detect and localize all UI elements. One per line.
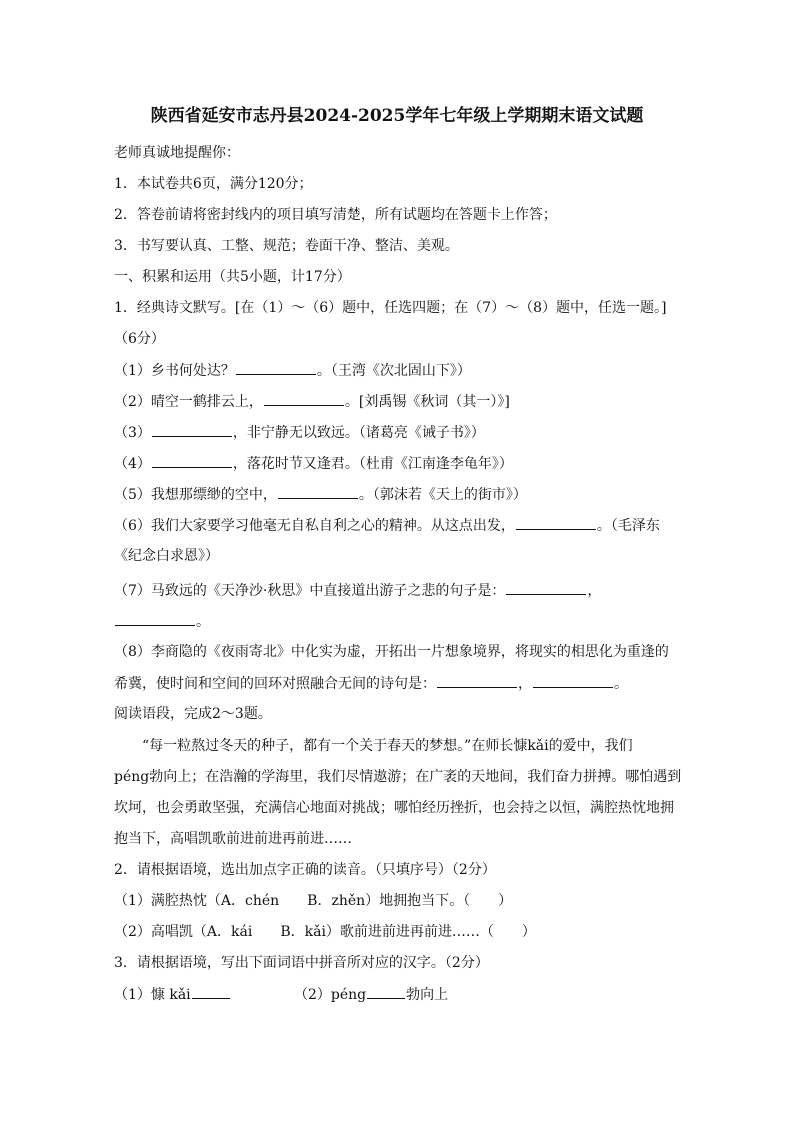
reminder-item-3: 3．书写要认真、工整、规范；卷面干净、整洁、美观。: [114, 238, 459, 254]
answer-blank: [236, 360, 316, 375]
reminder-item-1: 1．本试卷共6页，满分120分；: [114, 176, 313, 192]
answer-blank: [192, 984, 230, 999]
reminder-intro: 老师真诚地提醒你：: [114, 145, 240, 161]
answer-blank: [152, 422, 232, 437]
q2-option-2: （2）高唱凯（A．kái B．kǎi）歌前进前进再前进……（ ）: [114, 924, 536, 940]
answer-blank: [152, 453, 232, 468]
answer-blank: [506, 580, 586, 595]
passage-line-4: 抱当下，高唱凯歌前进前进再前进……: [114, 831, 352, 847]
q1-sub-8: （8）李商隐的《夜雨寄北》中化实为虚，开拓出一片想象境界，将现实的相思化为重逢的: [114, 644, 669, 660]
q3-item-1: （1）慷 kǎi: [114, 984, 231, 1005]
passage-line-1: “每一粒熬过冬天的种子，都有一个关于春天的梦想。”在师长慷kǎi的爱中，我们: [142, 738, 633, 754]
answer-blank: [264, 391, 344, 406]
q1-sub-2: （2）晴空一鹤排云上， 。[刘禹锡《秋词（其一）》]: [114, 391, 510, 412]
q2-stem: 2．请根据语境，选出加点字正确的读音。（只填序号）（2分）: [114, 862, 496, 878]
answer-blank: [533, 673, 613, 688]
answer-blank: [437, 673, 517, 688]
page-title: 陕西省延安市志丹县2024-2025学年七年级上学期期末语文试题: [150, 106, 644, 126]
passage-line-2: péng勃向上；在浩瀚的学海里，我们尽情遨游；在广袤的天地间，我们奋力拼搏。哪怕遇到: [114, 769, 682, 785]
q3-stem: 3．请根据语境，写出下面词语中拼音所对应的汉字。（2分）: [114, 955, 489, 971]
answer-blank: [516, 515, 596, 530]
q1-sub-6: （6）我们大家要学习他毫无自私自利之心的精神。从这点出发， 。（毛泽东: [114, 515, 660, 536]
q1-score: （6分）: [114, 331, 165, 347]
reading-intro: 阅读语段，完成2～3题。: [114, 706, 272, 722]
q3-item-2: （2）péng 勃向上: [294, 984, 448, 1005]
section-heading: 一、积累和运用（共5小题，计17分）: [114, 269, 351, 285]
q1-sub-7-cont: 。: [114, 611, 210, 632]
q1-sub-3: （3） ，非宁静无以致远。（诸葛亮《诫子书》）: [114, 422, 485, 443]
q2-option-1: （1）满腔热忱（A．chén B．zhěn）地拥抱当下。（ ）: [114, 893, 513, 909]
q1-sub-6-cont: 《纪念白求恩》）: [114, 548, 219, 564]
q1-sub-7: （7）马致远的《天净沙·秋思》中直接道出游子之悲的句子是： ，: [114, 580, 601, 601]
answer-blank: [367, 984, 405, 999]
passage-line-3: 坎坷，也会勇敢坚强，充满信心地面对挑战；哪怕经历挫折，也会持之以恒，满腔热忱地拥: [114, 800, 674, 816]
q1-stem: 1．经典诗文默写。[在（1）～（6）题中，任选四题；在（7）～（8）题中，任选一题。]: [114, 300, 667, 316]
answer-blank: [278, 484, 358, 499]
reminder-item-2: 2．答卷前请将密封线内的项目填写清楚，所有试题均在答题卡上作答；: [114, 207, 557, 223]
answer-blank: [115, 611, 195, 626]
q1-sub-1: （1）乡书何处达？ 。（王湾《次北固山下》）: [114, 360, 471, 381]
q1-sub-5: （5）我想那缥缈的空中， 。（郭沫若《天上的街市》）: [114, 484, 527, 505]
q1-sub-8-cont: 希冀，使时间和空间的回环对照融合无间的诗句是： ， 。: [114, 673, 628, 694]
q1-sub-4: （4） ，落花时节又逢君。（杜甫《江南逢李龟年》）: [114, 453, 513, 474]
